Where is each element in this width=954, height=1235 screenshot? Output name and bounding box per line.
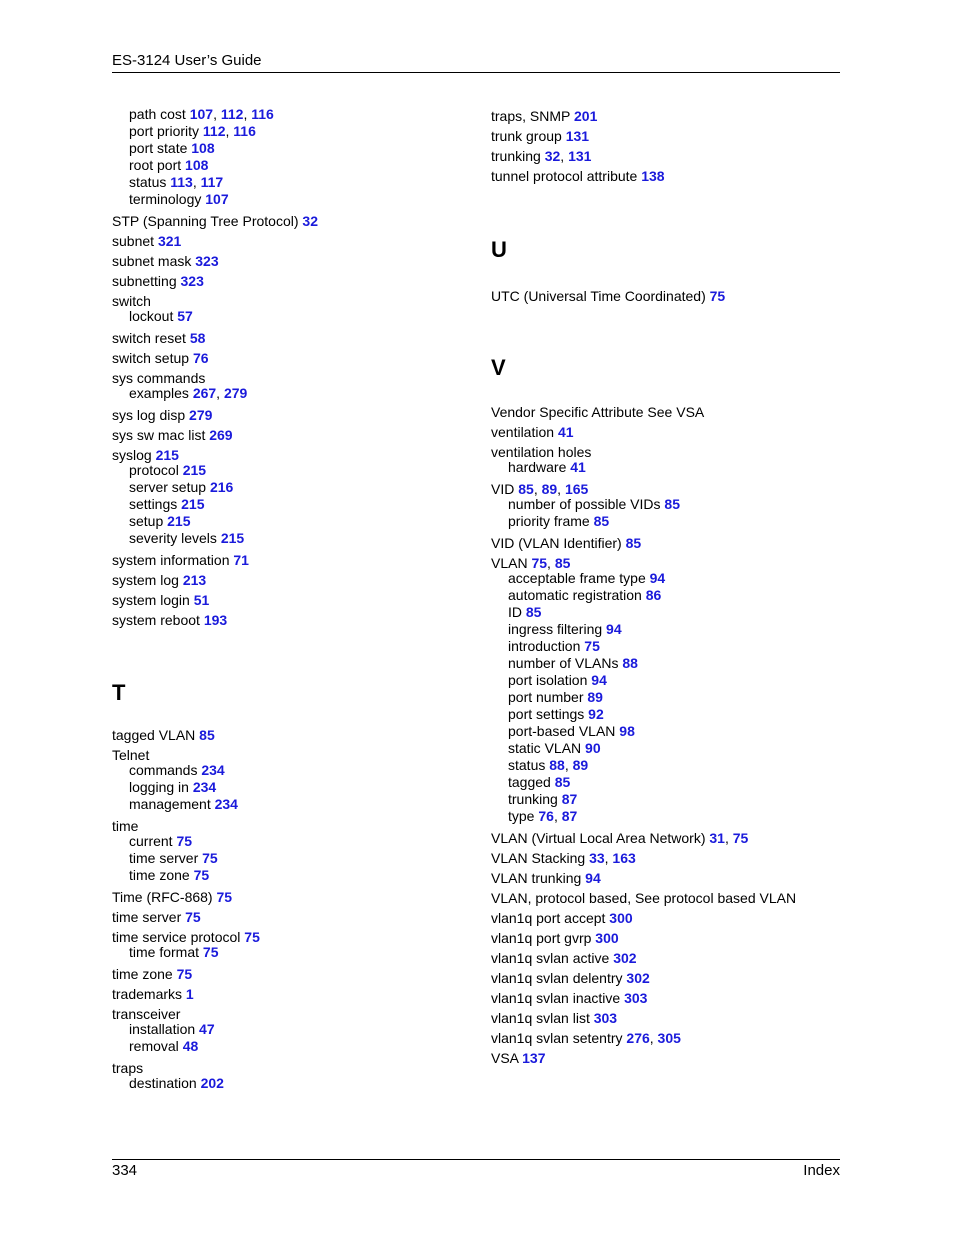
index-entry: subnet mask 323 [112, 253, 219, 269]
index-entry: subnetting 323 [112, 273, 204, 289]
page-link[interactable]: 47 [199, 1021, 215, 1037]
index-entry: VID 85, 89, 165 [491, 481, 589, 497]
page-link[interactable]: 138 [641, 168, 665, 184]
index-entry: VSA 137 [491, 1050, 546, 1066]
page-link[interactable]: 32 [544, 148, 561, 164]
page-link[interactable]: 57 [177, 308, 193, 324]
index-entry: vlan1q port gvrp 300 [491, 930, 619, 946]
page-link[interactable]: 216 [209, 479, 234, 495]
index-subentry: hardware 41 [508, 459, 586, 475]
page-link[interactable]: 202 [200, 1075, 224, 1091]
section-letter-v: V [491, 355, 506, 380]
index-column-left [112, 106, 452, 1092]
page-link[interactable]: 116 [233, 123, 256, 139]
page-link[interactable]: 300 [609, 910, 633, 926]
page-link[interactable]: 117 [200, 174, 224, 190]
page-link[interactable]: 90 [585, 740, 601, 756]
index-entry: Telnet [112, 747, 150, 763]
page-link[interactable]: 107 [189, 106, 214, 122]
index-subentry: path cost 107, 112, 116 [129, 106, 274, 122]
page-link[interactable]: 41 [557, 424, 574, 440]
page-link[interactable]: 279 [223, 385, 248, 401]
page-link[interactable]: 75 [202, 850, 218, 866]
index-subentry: removal 48 [129, 1038, 199, 1054]
index-entry: VLAN Stacking 33, 163 [491, 850, 636, 866]
index-entry: system log 213 [112, 572, 207, 588]
index-entry: switch reset 58 [112, 330, 206, 346]
page-link[interactable]: 305 [657, 1030, 681, 1046]
page-link[interactable]: 75 [709, 288, 726, 304]
page-link[interactable]: 267 [192, 385, 217, 401]
index-subentry: number of VLANs 88 [508, 655, 638, 671]
page-link[interactable]: 269 [209, 427, 233, 443]
page-link[interactable]: 87 [561, 808, 578, 824]
page-link[interactable]: 75 [176, 966, 193, 982]
page-link[interactable]: 279 [189, 407, 213, 423]
index-subentry: lockout 57 [129, 308, 193, 324]
index-subentry: commands 234 [129, 762, 225, 778]
page-link[interactable]: 89 [572, 757, 589, 773]
page-link[interactable]: 75 [531, 555, 548, 571]
index-entry: switch setup 76 [112, 350, 209, 366]
page-link[interactable]: 98 [619, 723, 635, 739]
page-link[interactable]: 234 [214, 796, 238, 812]
index-entry: subnet 321 [112, 233, 182, 249]
page-link[interactable]: 302 [613, 950, 637, 966]
page-link[interactable]: 32 [302, 213, 318, 229]
page-link[interactable]: 323 [195, 253, 219, 269]
page-link[interactable]: 92 [588, 706, 604, 722]
page-link[interactable]: 201 [574, 108, 598, 124]
page-link[interactable]: 276 [626, 1030, 650, 1046]
page-link[interactable]: 131 [565, 128, 590, 144]
index-subentry: status 113, 117 [129, 174, 224, 190]
index-subentry: port number 89 [508, 689, 603, 705]
index-entry: ventilation 41 [491, 424, 574, 440]
running-header [112, 52, 840, 73]
index-subentry: protocol 215 [129, 462, 207, 478]
footer-section: Index [803, 1162, 840, 1179]
index-entry: time [112, 818, 139, 834]
page-link[interactable]: 131 [568, 148, 592, 164]
page-link[interactable]: 85 [554, 555, 571, 571]
index-entry: syslog 215 [112, 447, 179, 463]
index-entry: switch [112, 293, 151, 309]
page-link[interactable]: 321 [157, 233, 182, 249]
page-link[interactable]: 85 [525, 604, 542, 620]
index-subentry: status 88, 89 [508, 757, 589, 773]
index-column-right [491, 106, 831, 1068]
page-link[interactable]: 107 [205, 191, 229, 207]
page-link[interactable]: 108 [185, 157, 209, 173]
index-entry: time service protocol 75 [112, 929, 260, 945]
page-link[interactable]: 75 [202, 944, 219, 960]
index-entry: ventilation holes [491, 444, 592, 460]
index-subentry: ID 85 [508, 604, 542, 620]
index-subentry: management 234 [129, 796, 238, 812]
index-entry: sys commands [112, 370, 206, 386]
page-link[interactable]: 51 [193, 592, 210, 608]
index-subentry: ingress filtering 94 [508, 621, 622, 637]
index-entry: time server 75 [112, 909, 201, 925]
page-link[interactable]: 165 [564, 481, 589, 497]
index-entry: trunking 32, 131 [491, 148, 592, 164]
section-letter-t: T [112, 680, 126, 705]
index-subentry: acceptable frame type 94 [508, 570, 666, 586]
page-link[interactable]: 85 [199, 727, 215, 743]
page-link[interactable]: 1 [185, 986, 194, 1002]
page-link[interactable]: 137 [522, 1050, 546, 1066]
section-letter-u: U [491, 237, 507, 262]
page-link[interactable]: 75 [584, 638, 600, 654]
page-link[interactable]: 116 [251, 106, 274, 122]
index-entry: UTC (Universal Time Coordinated) 75 [491, 288, 726, 304]
index-subentry: time zone 75 [129, 867, 210, 883]
index-subentry: settings 215 [129, 496, 205, 512]
index-entry: VLAN, protocol based, See protocol based VLAN [491, 890, 797, 906]
page-link[interactable]: 85 [625, 535, 642, 551]
index-subentry: tagged 85 [508, 774, 571, 790]
page-link[interactable]: 215 [167, 513, 191, 529]
index-subentry: port settings 92 [508, 706, 604, 722]
index-subentry: current 75 [129, 833, 193, 849]
page-link[interactable]: 75 [176, 833, 193, 849]
page-number: 334 [112, 1162, 138, 1179]
page-link[interactable]: 234 [192, 779, 217, 795]
page-link[interactable]: 108 [191, 140, 215, 156]
page-link[interactable]: 112 [220, 106, 244, 122]
page-link[interactable]: 89 [541, 481, 558, 497]
page-link[interactable]: 71 [233, 552, 249, 568]
index-subentry: root port 108 [129, 157, 209, 173]
index-subentry: type 76, 87 [508, 808, 578, 824]
page-link[interactable]: 87 [561, 791, 578, 807]
page-link[interactable]: 213 [182, 572, 207, 588]
index-entry: system information 71 [112, 552, 249, 568]
page-link[interactable]: 75 [244, 929, 260, 945]
page-link[interactable]: 89 [587, 689, 603, 705]
index-entry: vlan1q port accept 300 [491, 910, 633, 926]
index-subentry: port isolation 94 [508, 672, 607, 688]
index-subentry: examples 267, 279 [129, 385, 248, 401]
index-subentry: time server 75 [129, 850, 218, 866]
page-link[interactable]: 193 [203, 612, 228, 628]
page-link[interactable]: 85 [554, 774, 571, 790]
page-link[interactable]: 300 [595, 930, 619, 946]
index-entry: traps [112, 1060, 144, 1076]
index-subentry: setup 215 [129, 513, 191, 529]
page-link[interactable]: 215 [182, 462, 207, 478]
index-entry: VLAN trunking 94 [491, 870, 601, 886]
page-link[interactable]: 75 [193, 867, 210, 883]
page-link[interactable]: 215 [155, 447, 179, 463]
page-link[interactable]: 88 [549, 757, 565, 773]
index-entry: sys log disp 279 [112, 407, 213, 423]
index-subentry: trunking 87 [508, 791, 578, 807]
index-entry: transceiver [112, 1006, 181, 1022]
index-subentry: introduction 75 [508, 638, 600, 654]
index-entry: system reboot 193 [112, 612, 228, 628]
page-link[interactable]: 75 [732, 830, 749, 846]
page-link[interactable]: 86 [645, 587, 662, 603]
index-subentry: priority frame 85 [508, 513, 610, 529]
page-link[interactable]: 303 [593, 1010, 618, 1026]
index-subentry: installation 47 [129, 1021, 215, 1037]
page-link[interactable]: 113 [170, 174, 193, 190]
page-link[interactable]: 76 [538, 808, 554, 824]
index-subentry: static VLAN 90 [508, 740, 601, 756]
page-link[interactable]: 33 [589, 850, 605, 866]
page-link[interactable]: 85 [664, 496, 680, 512]
header-title: ES-3124 User’s Guide [112, 52, 262, 69]
index-entry: STP (Spanning Tree Protocol) 32 [112, 213, 318, 229]
index-entry: Time (RFC-868) 75 [112, 889, 233, 905]
page-link[interactable]: 76 [192, 350, 209, 366]
page-link[interactable]: 41 [570, 459, 586, 475]
index-entry: trunk group 131 [491, 128, 590, 144]
index-entry: system login 51 [112, 592, 210, 608]
index-subentry: port priority 112, 116 [129, 123, 256, 139]
index-entry: tunnel protocol attribute 138 [491, 168, 665, 184]
index-subentry: time format 75 [129, 944, 219, 960]
index-subentry: terminology 107 [129, 191, 229, 207]
page-link[interactable]: 85 [593, 513, 610, 529]
index-entry: tagged VLAN 85 [112, 727, 215, 743]
page-link[interactable]: 112 [202, 123, 226, 139]
page-link[interactable]: 88 [622, 655, 638, 671]
index-entry: VLAN 75, 85 [491, 555, 571, 571]
index-entry: trademarks 1 [112, 986, 194, 1002]
index-entry: vlan1q svlan active 302 [491, 950, 637, 966]
page-link[interactable]: 234 [201, 762, 225, 778]
index-entry: vlan1q svlan list 303 [491, 1010, 618, 1026]
index-subentry: number of possible VIDs 85 [508, 496, 680, 512]
page-link[interactable]: 75 [185, 909, 201, 925]
index-entry: vlan1q svlan inactive 303 [491, 990, 648, 1006]
page-link[interactable]: 85 [518, 481, 534, 497]
index-subentry: destination 202 [129, 1075, 224, 1091]
index-entry: vlan1q svlan delentry 302 [491, 970, 650, 986]
page-link[interactable]: 215 [181, 496, 205, 512]
index-entry: sys sw mac list 269 [112, 427, 233, 443]
page-link[interactable]: 94 [649, 570, 666, 586]
index-subentry: automatic registration 86 [508, 587, 662, 603]
page-link[interactable]: 75 [216, 889, 233, 905]
page-link[interactable]: 48 [182, 1038, 199, 1054]
index-subentry: server setup 216 [129, 479, 234, 495]
page-link[interactable]: 94 [591, 672, 607, 688]
index-subentry: port-based VLAN 98 [508, 723, 635, 739]
page-link[interactable]: 303 [624, 990, 648, 1006]
index-subentry: port state 108 [129, 140, 215, 156]
page-link[interactable]: 94 [585, 870, 601, 886]
page-link[interactable]: 31 [709, 830, 725, 846]
index-entry: traps, SNMP 201 [491, 108, 598, 124]
index-subentry: logging in 234 [129, 779, 217, 795]
index-entry: vlan1q svlan setentry 276, 305 [491, 1030, 681, 1046]
page-link[interactable]: 302 [626, 970, 650, 986]
index-entry: VLAN (Virtual Local Area Network) 31, 75 [491, 830, 749, 846]
running-footer [112, 1159, 840, 1180]
index-entry: Vendor Specific Attribute See VSA [491, 404, 705, 420]
page-link[interactable]: 94 [606, 621, 622, 637]
index-entry: time zone 75 [112, 966, 193, 982]
page-link[interactable]: 323 [180, 273, 204, 289]
index-subentry: severity levels 215 [129, 530, 245, 546]
page-link[interactable]: 215 [220, 530, 245, 546]
page-link[interactable]: 163 [612, 850, 636, 866]
page-link[interactable]: 58 [189, 330, 206, 346]
index-entry: VID (VLAN Identifier) 85 [491, 535, 642, 551]
